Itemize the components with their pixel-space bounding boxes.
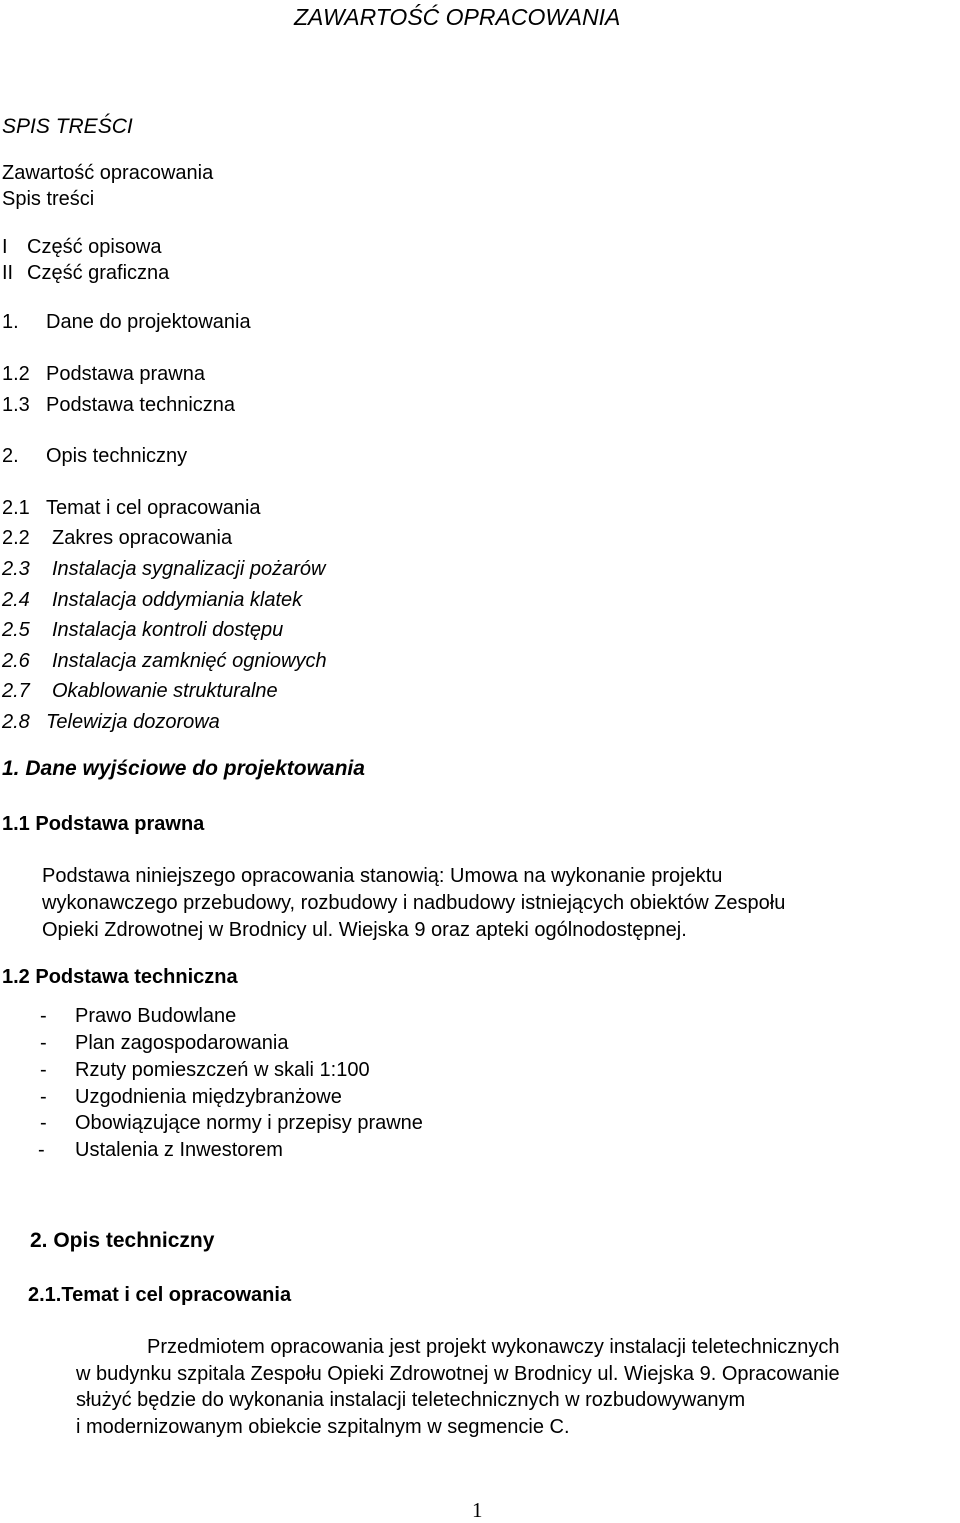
toc-subsection-label: Instalacja sygnalizacji pożarów	[52, 558, 326, 580]
toc-chapter-label: Opis techniczny	[46, 445, 188, 467]
toc-subsection-label: Instalacja oddymiania klatek	[52, 589, 303, 611]
list-marker: -	[40, 1005, 47, 1027]
toc-subsection-item	[2, 559, 325, 579]
toc-subsection-item	[2, 498, 261, 518]
toc-part-item	[2, 263, 169, 283]
toc-part-number: II	[2, 262, 14, 284]
toc-chapter-number: 2.	[2, 445, 19, 467]
toc-subsection-number: 1.3	[2, 394, 30, 416]
document-title: ZAWARTOŚĆ OPRACOWANIA	[294, 4, 621, 30]
toc-chapter-number: 1.	[2, 311, 19, 333]
toc-intro-item: Spis treści	[2, 188, 95, 210]
toc-chapter-item	[2, 312, 251, 332]
toc-subsection-item	[2, 528, 232, 548]
toc-subsection-label: Instalacja zamknięć ogniowych	[52, 650, 327, 672]
toc-subsection-number: 1.2	[2, 363, 30, 385]
toc-subsection-label: Zakres opracowania	[52, 527, 233, 549]
toc-subsection-item	[2, 712, 220, 732]
toc-subsection-label: Podstawa prawna	[46, 363, 205, 385]
toc-subsection-number: 2.1	[2, 497, 30, 519]
toc-part-number: I	[2, 236, 8, 258]
list-item	[40, 1006, 236, 1026]
list-marker: -	[40, 1032, 47, 1054]
subsection-heading: 1.2 Podstawa techniczna	[2, 966, 238, 988]
list-marker: -	[40, 1059, 47, 1081]
list-item-text: Prawo Budowlane	[75, 1005, 237, 1027]
toc-part-label: Część graficzna	[27, 262, 170, 284]
list-item	[38, 1140, 283, 1160]
toc-subsection-label: Telewizja dozorowa	[46, 711, 220, 733]
list-item	[40, 1060, 370, 1080]
toc-subsection-item	[2, 590, 302, 610]
toc-subsection-label: Instalacja kontroli dostępu	[52, 619, 284, 641]
toc-subsection-item	[2, 395, 235, 415]
toc-subsection-number: 2.4	[2, 589, 30, 611]
list-item-text: Plan zagospodarowania	[75, 1032, 289, 1054]
list-marker: -	[38, 1139, 45, 1161]
paragraph-line: w budynku szpitala Zespołu Opieki Zdrowotnej w Brodnicy ul. Wiejska 9. Opracowanie	[76, 1363, 840, 1385]
toc-subsection-number: 2.2	[2, 527, 30, 549]
list-item-text: Obowiązujące normy i przepisy prawne	[75, 1112, 423, 1134]
paragraph-line: służyć będzie do wykonania instalacji teletechnicznych w rozbudowywanym	[76, 1389, 746, 1411]
paragraph-line: Opieki Zdrowotnej w Brodnicy ul. Wiejska 9 oraz apteki ogólnodostępnej.	[42, 919, 687, 941]
toc-subsection-item	[2, 681, 278, 701]
paragraph-line: wykonawczego przebudowy, rozbudowy i nadbudowy istniejących obiektów Zespołu	[42, 892, 786, 914]
toc-subsection-number: 2.3	[2, 558, 30, 580]
list-marker: -	[40, 1086, 47, 1108]
list-item	[40, 1033, 289, 1053]
toc-subsection-item	[2, 364, 205, 384]
section-heading: 2. Opis techniczny	[30, 1229, 215, 1252]
toc-subsection-label: Okablowanie strukturalne	[52, 680, 278, 702]
toc-chapter-item	[2, 446, 187, 466]
list-item	[40, 1113, 423, 1133]
section-heading: 1. Dane wyjściowe do projektowania	[2, 757, 365, 780]
toc-heading: SPIS TREŚCI	[2, 115, 133, 138]
toc-subsection-number: 2.6	[2, 650, 30, 672]
toc-chapter-label: Dane do projektowania	[46, 311, 251, 333]
toc-part-label: Część opisowa	[27, 236, 162, 258]
toc-subsection-label: Podstawa techniczna	[46, 394, 236, 416]
toc-subsection-number: 2.5	[2, 619, 30, 641]
paragraph-line: Przedmiotem opracowania jest projekt wykonawczy instalacji teletechnicznych	[147, 1336, 840, 1358]
list-item-text: Rzuty pomieszczeń w skali 1:100	[75, 1059, 370, 1081]
list-marker: -	[40, 1112, 47, 1134]
toc-subsection-label: Temat i cel opracowania	[46, 497, 261, 519]
list-item	[40, 1087, 342, 1107]
paragraph-line: Podstawa niniejszego opracowania stanowią: Umowa na wykonanie projektu	[42, 865, 723, 887]
toc-subsection-item	[2, 620, 283, 640]
toc-subsection-number: 2.8	[2, 711, 30, 733]
toc-part-item	[2, 237, 162, 257]
list-item-text: Uzgodnienia międzybranżowe	[75, 1086, 342, 1108]
toc-subsection-number: 2.7	[2, 680, 30, 702]
subsection-heading: 1.1 Podstawa prawna	[2, 813, 205, 835]
subsection-heading: 2.1.Temat i cel opracowania	[28, 1284, 292, 1306]
toc-subsection-item	[2, 651, 327, 671]
paragraph-line: i modernizowanym obiekcie szpitalnym w segmencie C.	[76, 1416, 570, 1438]
page-number: 1	[472, 1498, 483, 1522]
list-item-text: Ustalenia z Inwestorem	[75, 1139, 283, 1161]
toc-intro-item: Zawartość opracowania	[2, 162, 214, 184]
